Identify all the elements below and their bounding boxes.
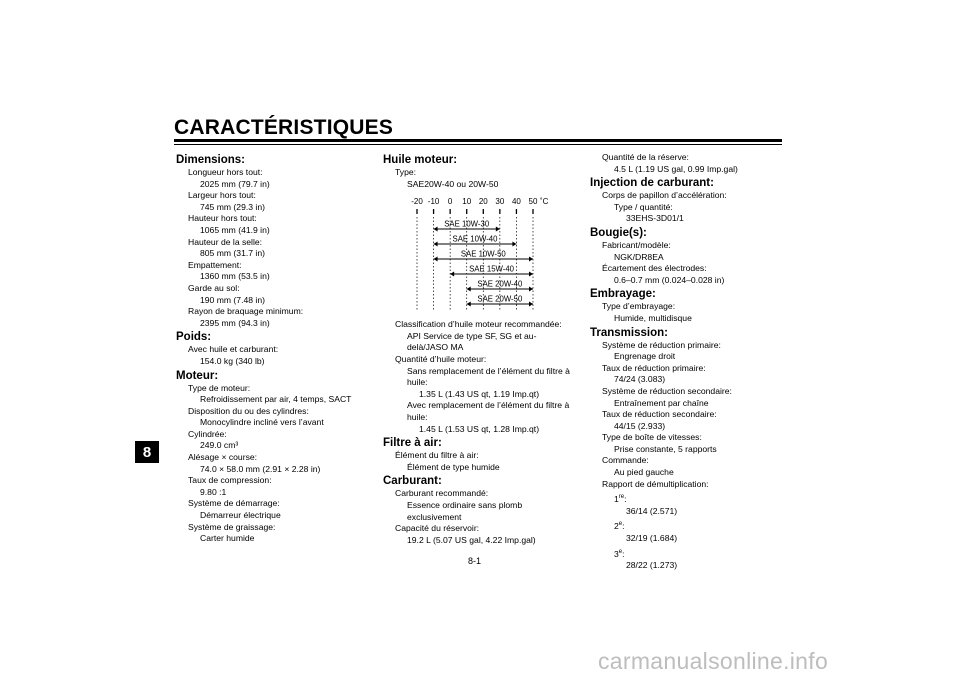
- title-rule-thin: [174, 144, 782, 145]
- chart-tick-label: 0: [447, 197, 453, 207]
- spec-value: Refroidissement par air, 4 temps, SACT: [200, 394, 352, 405]
- chart-series-label: SAE 10W-50: [460, 249, 506, 259]
- spec-value: 249.0 cm³: [200, 440, 239, 451]
- spec-label: Système de réduction secondaire:: [602, 385, 732, 396]
- gear-number: 2: [614, 521, 619, 532]
- spec-label: Système de réduction primaire:: [602, 339, 721, 350]
- spec-label: Garde au sol:: [188, 282, 240, 293]
- spec-value: 74.0 × 58.0 mm (2.91 × 2.28 in): [200, 463, 321, 474]
- spec-label: Hauteur hors tout:: [188, 213, 257, 224]
- section-heading-clutch: Embrayage:: [590, 288, 656, 301]
- chart-arrow-left: [450, 272, 454, 277]
- spec-label: Disposition du ou des cylindres:: [188, 405, 309, 416]
- spec-value: Démarreur électrique: [200, 510, 281, 521]
- spark-plug-maker-value: NGK/DR8EA: [614, 251, 664, 262]
- chart-arrow-right: [496, 227, 500, 232]
- fuel-recommended-value-1: Essence ordinaire sans plomb: [407, 499, 523, 510]
- engine-list: [176, 383, 376, 545]
- page-title: CARACTÉRISTIQUES: [174, 116, 394, 139]
- fuel-reserve-label: Quantité de la réserve:: [602, 152, 689, 162]
- chapter-tab: 8: [135, 441, 159, 463]
- oil-with-filter-label-1: Avec remplacement de l’élément du filtre à: [407, 400, 570, 411]
- chart-arrow-right: [529, 287, 533, 292]
- oil-classification-value-1: API Service de type SF, SG et au-: [407, 330, 537, 341]
- chart-unit-label: ˚C: [540, 197, 549, 207]
- spec-value: 745 mm (29.3 in): [200, 201, 265, 212]
- gear-number: 1: [614, 494, 619, 505]
- chart-arrow-right: [529, 272, 533, 277]
- spec-value: Entraînement par chaîne: [614, 397, 709, 408]
- spec-label: Taux de compression:: [188, 475, 272, 486]
- section-heading-air-filter: Filtre à air:: [383, 437, 442, 450]
- gear-ordinal: 2e:: [614, 521, 625, 532]
- spec-value: 2025 mm (79.7 in): [200, 178, 270, 189]
- gear-suffix: e: [618, 521, 623, 528]
- spec-label: Rayon de braquage minimum:: [188, 306, 304, 317]
- spec-label: Empattement:: [188, 259, 242, 270]
- fuel-recommended-value-2: exclusivement: [407, 511, 462, 522]
- gear-ratio-value: 28/22 (1.273): [626, 560, 678, 571]
- oil-without-filter-label-1: Sans remplacement de l’élément du filtre à: [407, 365, 570, 376]
- gear-number: 3: [614, 548, 619, 559]
- spec-label: Système de graissage:: [188, 521, 276, 532]
- oil-classification-label: Classification d’huile moteur recommandée:: [395, 319, 562, 330]
- spec-label: Largeur hors tout:: [188, 190, 256, 201]
- throttle-body-type-value: 33EHS-3D01/1: [626, 213, 684, 224]
- spec-value: 44/15 (2.933): [614, 420, 666, 431]
- chart-series-label: SAE 15W-40: [469, 264, 515, 274]
- clutch-type-value: Humide, multidisque: [614, 312, 692, 323]
- spec-value: Prise constante, 5 rapports: [614, 443, 717, 454]
- spec-label: Alésage × course:: [188, 452, 258, 463]
- oil-with-filter-value: 1.45 L (1.53 US qt, 1.28 Imp.qt): [419, 423, 540, 434]
- column-2: [383, 152, 588, 546]
- spec-label: Type de boîte de vitesses:: [602, 432, 702, 443]
- spec-value: Carter humide: [200, 533, 255, 544]
- gear-ordinal: 1re:: [614, 494, 627, 505]
- spec-value: 1065 mm (41.9 in): [200, 224, 270, 235]
- watermark-text: carmanualsonline.info: [598, 648, 829, 674]
- chart-tick-label: -20: [411, 197, 423, 207]
- chart-tick-label: 40: [511, 197, 521, 207]
- section-heading-fuel-injection: Injection de carburant:: [590, 177, 714, 190]
- title-rule-thick: [174, 139, 782, 142]
- column-1: [176, 152, 376, 545]
- spec-value: 9.80 :1: [200, 486, 227, 497]
- section-heading-dimensions: Dimensions:: [176, 154, 246, 166]
- chart-series-label: SAE 10W-30: [444, 219, 490, 229]
- chart-tick-label: 10: [462, 197, 472, 207]
- chart-arrow-right: [512, 242, 516, 247]
- page-number: 8-1: [468, 556, 482, 566]
- spark-plug-maker-label: Fabricant/modèle:: [602, 239, 671, 250]
- fuel-capacity-label: Capacité du réservoir:: [395, 523, 480, 534]
- oil-type-value: SAE20W-40 ou 20W-50: [407, 178, 499, 189]
- dimensions-list: [176, 167, 376, 329]
- section-heading-engine: Moteur:: [176, 369, 219, 382]
- oil-quantity-label: Quantité d’huile moteur:: [395, 353, 487, 364]
- gear-suffix: re: [618, 494, 625, 501]
- weight-list: [176, 344, 376, 367]
- spec-label: Taux de réduction primaire:: [602, 362, 706, 373]
- gear-ratio-label: Rapport de démultiplication:: [602, 478, 709, 489]
- chart-arrow-right: [529, 257, 533, 262]
- gear-ratio-value: 36/14 (2.571): [626, 505, 678, 516]
- spec-label: Taux de réduction secondaire:: [602, 409, 717, 420]
- chart-arrow-left: [467, 287, 471, 292]
- spec-label: Avec huile et carburant:: [188, 344, 279, 355]
- oil-without-filter-label-2: huile:: [407, 377, 428, 388]
- section-heading-engine-oil: Huile moteur:: [383, 154, 458, 166]
- spec-value: Monocylindre incliné vers l’avant: [200, 417, 324, 428]
- spec-value: 74/24 (3.083): [614, 374, 666, 385]
- oil-classification-value-2: delà/JASO MA: [407, 342, 464, 353]
- oil-without-filter-value: 1.35 L (1.43 US qt, 1.19 Imp.qt): [419, 388, 540, 399]
- chart-series-label: SAE 10W-40: [452, 234, 498, 244]
- gear-ordinal: 3e:: [614, 548, 625, 559]
- spark-plug-gap-label: Écartement des électrodes:: [602, 263, 707, 274]
- clutch-type-label: Type d’embrayage:: [602, 301, 676, 312]
- oil-type-label: Type:: [395, 167, 417, 177]
- spec-label: Cylindrée:: [188, 428, 227, 439]
- fuel-capacity-value: 19.2 L (5.07 US gal, 4.22 Imp.gal): [407, 534, 536, 545]
- spec-value: Au pied gauche: [614, 467, 674, 478]
- section-heading-spark-plug: Bougie(s):: [590, 226, 647, 239]
- chart-tick-label: 30: [495, 197, 505, 207]
- chart-series-label: SAE 20W-50: [477, 294, 523, 304]
- spec-label: Longueur hors tout:: [188, 167, 263, 177]
- oil-viscosity-chart: [395, 195, 575, 313]
- column-3: [590, 152, 780, 572]
- spec-value: 805 mm (31.7 in): [200, 248, 265, 259]
- spec-value: 1360 mm (53.5 in): [200, 271, 270, 282]
- fuel-reserve-value: 4.5 L (1.19 US gal, 0.99 Imp.gal): [614, 163, 738, 174]
- spec-label: Type de moteur:: [188, 382, 251, 393]
- section-heading-transmission: Transmission:: [590, 326, 668, 339]
- chart-arrow-left: [434, 227, 438, 232]
- chart-series-label: SAE 20W-40: [477, 279, 523, 289]
- fuel-recommended-label: Carburant recommandé:: [395, 488, 489, 499]
- section-heading-weight: Poids:: [176, 331, 212, 344]
- chart-tick-label: 20: [478, 197, 488, 207]
- chart-tick-label: -10: [427, 197, 440, 207]
- throttle-body-label: Corps de papillon d’accélération:: [602, 190, 727, 201]
- air-filter-label: Élément du filtre à air:: [395, 450, 479, 461]
- chart-arrow-left: [434, 242, 438, 247]
- spec-value: 154.0 kg (340 lb): [200, 355, 265, 366]
- spec-label: Commande:: [602, 455, 649, 466]
- spec-label: Système de démarrage:: [188, 498, 280, 509]
- transmission-list: [590, 340, 780, 479]
- spec-value: Engrenage droit: [614, 351, 676, 362]
- oil-with-filter-label-2: huile:: [407, 411, 428, 422]
- spark-plug-gap-value: 0.6–0.7 mm (0.024–0.028 in): [614, 274, 725, 285]
- gear-suffix: e: [618, 548, 623, 555]
- chart-arrow-left: [467, 302, 471, 307]
- chart-arrow-left: [434, 257, 438, 262]
- spec-label: Hauteur de la selle:: [188, 236, 263, 247]
- spec-value: 190 mm (7.48 in): [200, 294, 265, 305]
- spec-value: 2395 mm (94.3 in): [200, 317, 270, 328]
- chart-tick-label: 50: [528, 197, 538, 207]
- gear-ratio-list: [590, 494, 780, 572]
- throttle-body-type-label: Type / quantité:: [614, 201, 673, 212]
- gear-ratio-value: 32/19 (1.684): [626, 533, 678, 544]
- air-filter-value: Élément de type humide: [407, 461, 500, 472]
- section-heading-fuel: Carburant:: [383, 475, 442, 488]
- chart-arrow-right: [529, 302, 533, 307]
